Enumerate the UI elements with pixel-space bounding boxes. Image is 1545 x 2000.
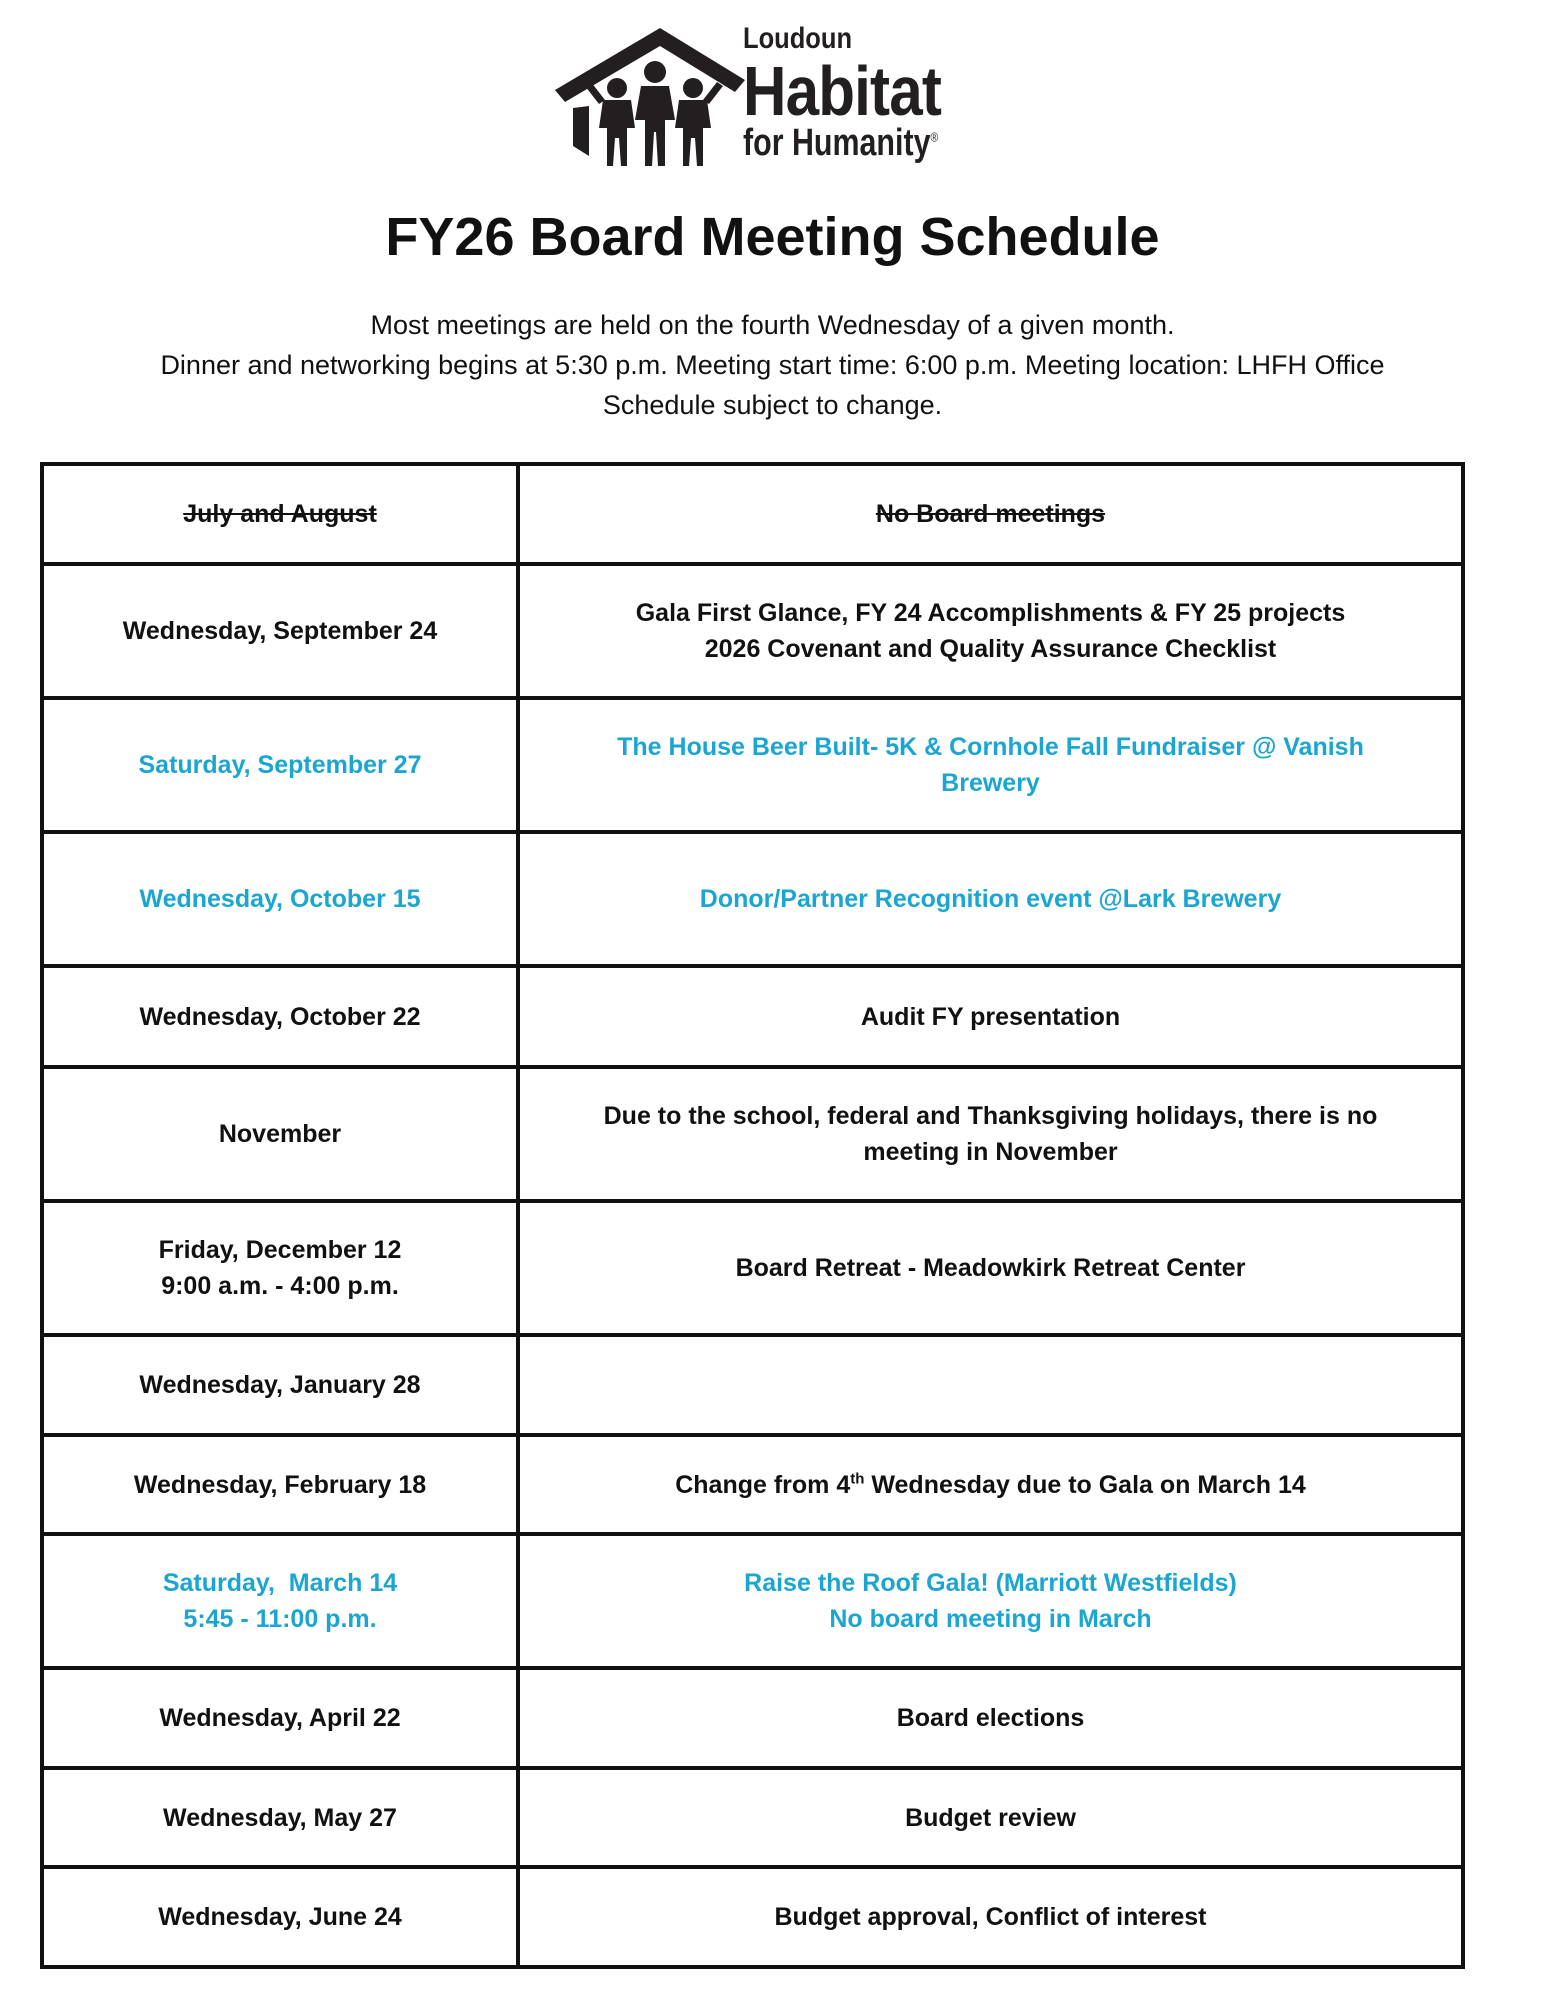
note-cell <box>518 698 1463 832</box>
intro-line: Dinner and networking begins at 5:30 p.m. Meeting start time: 6:00 p.m. Meeting location: LHFH Office <box>160 350 1385 380</box>
intro-text <box>0 305 1545 425</box>
table-row <box>42 966 1463 1067</box>
date-cell <box>42 1435 518 1534</box>
date-cell <box>42 564 518 698</box>
date-cell <box>42 1768 518 1867</box>
logo-line-habitat: Habitat <box>743 52 942 130</box>
logo <box>555 24 1005 174</box>
table-row <box>42 832 1463 966</box>
date-text: Saturday, March 14 <box>162 1569 398 1597</box>
page-title: FY26 Board Meeting Schedule <box>385 207 1160 267</box>
date-cell <box>42 464 518 564</box>
table-row <box>42 1335 1463 1435</box>
note-text: Budget review <box>905 1803 1076 1832</box>
date-cell <box>42 1201 518 1335</box>
note-cell <box>518 1534 1463 1668</box>
note-cell <box>518 1067 1463 1201</box>
logo-line-loudoun: Loudoun <box>743 22 853 55</box>
note-text: Brewery <box>941 769 1040 797</box>
logo-humanity-text: for Humanity <box>743 122 931 164</box>
date-cell <box>42 1335 518 1435</box>
note-text-part: Change from 4 <box>675 1470 851 1499</box>
table-row <box>42 464 1463 564</box>
table-row <box>42 1768 1463 1867</box>
habitat-house-logo-icon <box>555 28 745 168</box>
table-row <box>42 1435 1463 1534</box>
note-cell <box>518 832 1463 966</box>
note-cell <box>518 464 1463 564</box>
note-cell <box>518 564 1463 698</box>
intro-line: Most meetings are held on the fourth Wednesday of a given month. <box>370 310 1175 340</box>
table-row <box>42 698 1463 832</box>
note-cell <box>518 1768 1463 1867</box>
date-cell <box>42 1867 518 1967</box>
date-cell <box>42 1668 518 1768</box>
note-cell <box>518 966 1463 1067</box>
table-row <box>42 1534 1463 1668</box>
date-cell <box>42 698 518 832</box>
note-text: The House Beer Built- 5K & Cornhole Fall Fundraiser @ Vanish <box>617 733 1364 761</box>
note-text: No board meeting in March <box>829 1605 1152 1633</box>
note-text: Due to the school, federal and Thanksgiving holidays, there is no <box>603 1102 1378 1130</box>
note-cell <box>518 1335 1463 1435</box>
time-text: 5:45 - 11:00 p.m. <box>183 1605 377 1633</box>
date-text: Wednesday, April 22 <box>159 1704 401 1732</box>
note-text: Gala First Glance, FY 24 Accomplishments & FY 25 projects <box>635 599 1346 627</box>
table-row <box>42 1201 1463 1335</box>
logo-wordmark <box>743 24 987 162</box>
date-text: Wednesday, February 18 <box>133 1470 427 1499</box>
date-text: Wednesday, January 28 <box>139 1371 421 1399</box>
intro-line: Schedule subject to change. <box>602 390 943 420</box>
date-text: Wednesday, June 24 <box>158 1903 402 1931</box>
note-text: 2026 Covenant and Quality Assurance Checklist <box>704 635 1277 663</box>
note-cell <box>518 1668 1463 1768</box>
note-text: Board elections <box>896 1704 1085 1732</box>
date-text: Wednesday, October 22 <box>139 1002 421 1031</box>
table-row <box>42 1867 1463 1967</box>
note-text: No Board meetings <box>875 500 1106 528</box>
note-cell <box>518 1867 1463 1967</box>
note-text: Raise the Roof Gala! (Marriott Westfields) <box>744 1569 1237 1597</box>
date-text: Wednesday, September 24 <box>122 617 438 645</box>
date-cell <box>42 1067 518 1201</box>
registered-mark: ® <box>930 129 939 145</box>
date-text: July and August <box>183 500 377 528</box>
date-cell <box>42 1534 518 1668</box>
table-row <box>42 1067 1463 1201</box>
schedule-table <box>40 462 1465 1969</box>
table-row <box>42 1668 1463 1768</box>
date-text: Wednesday, October 15 <box>139 885 421 913</box>
logo-line-humanity <box>743 124 938 162</box>
date-text: November <box>218 1120 342 1148</box>
ordinal-suffix: th <box>850 1470 865 1488</box>
date-text: Wednesday, May 27 <box>163 1803 397 1832</box>
date-cell <box>42 832 518 966</box>
note-text <box>556 1467 1425 1503</box>
date-text: Saturday, September 27 <box>138 751 422 779</box>
note-text: Audit FY presentation <box>860 1002 1121 1031</box>
note-text: Donor/Partner Recognition event @Lark Brewery <box>699 885 1282 913</box>
note-text: Budget approval, Conflict of interest <box>774 1903 1207 1931</box>
table-row <box>42 564 1463 698</box>
date-text: Friday, December 12 <box>158 1236 402 1264</box>
note-cell <box>518 1435 1463 1534</box>
note-text: meeting in November <box>863 1138 1118 1166</box>
note-text: Board Retreat - Meadowkirk Retreat Center <box>735 1254 1246 1282</box>
time-text: 9:00 a.m. - 4:00 p.m. <box>161 1272 399 1300</box>
note-text-part: Wednesday due to Gala on March 14 <box>864 1470 1306 1499</box>
date-cell <box>42 966 518 1067</box>
note-cell <box>518 1201 1463 1335</box>
